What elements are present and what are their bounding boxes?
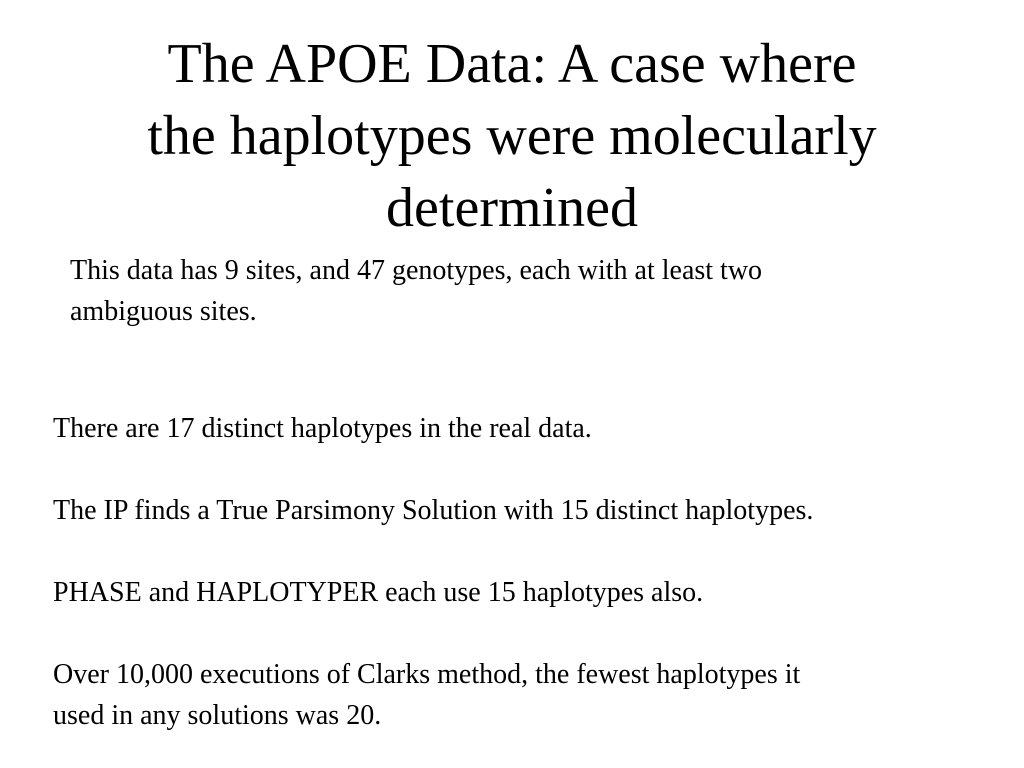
paragraph-ip-solution: The IP finds a True Parsimony Solution with 15 distinct haplotypes.: [53, 495, 814, 526]
slide-body: [53, 408, 1003, 736]
paragraph-clarks-method: [53, 654, 1003, 736]
paragraph-clarks-method-line-1: Over 10,000 executions of Clarks method, the fewest haplotypes it: [53, 659, 801, 690]
slide-title-line-2: the haplotypes were molecularly: [147, 105, 877, 167]
slide-title-line-3: determined: [386, 177, 638, 239]
slide-title-line-1: The APOE Data: A case where: [167, 33, 857, 95]
paragraph-real-data: There are 17 distinct haplotypes in the real data.: [53, 413, 592, 444]
slide-subtitle-line-2: ambiguous sites.: [70, 296, 257, 327]
slide-subtitle: [70, 250, 970, 332]
paragraph-phase-haplotyper: PHASE and HAPLOTYPER each use 15 haplotypes also.: [53, 577, 704, 608]
slide-subtitle-line-1: This data has 9 sites, and 47 genotypes, each with at least two: [70, 255, 763, 286]
paragraph-spacer: [53, 613, 1003, 654]
paragraph-spacer: [53, 531, 1003, 572]
paragraph-clarks-method-line-2: used in any solutions was 20.: [53, 700, 382, 731]
slide-title: [40, 28, 984, 244]
paragraph-spacer: [53, 449, 1003, 490]
